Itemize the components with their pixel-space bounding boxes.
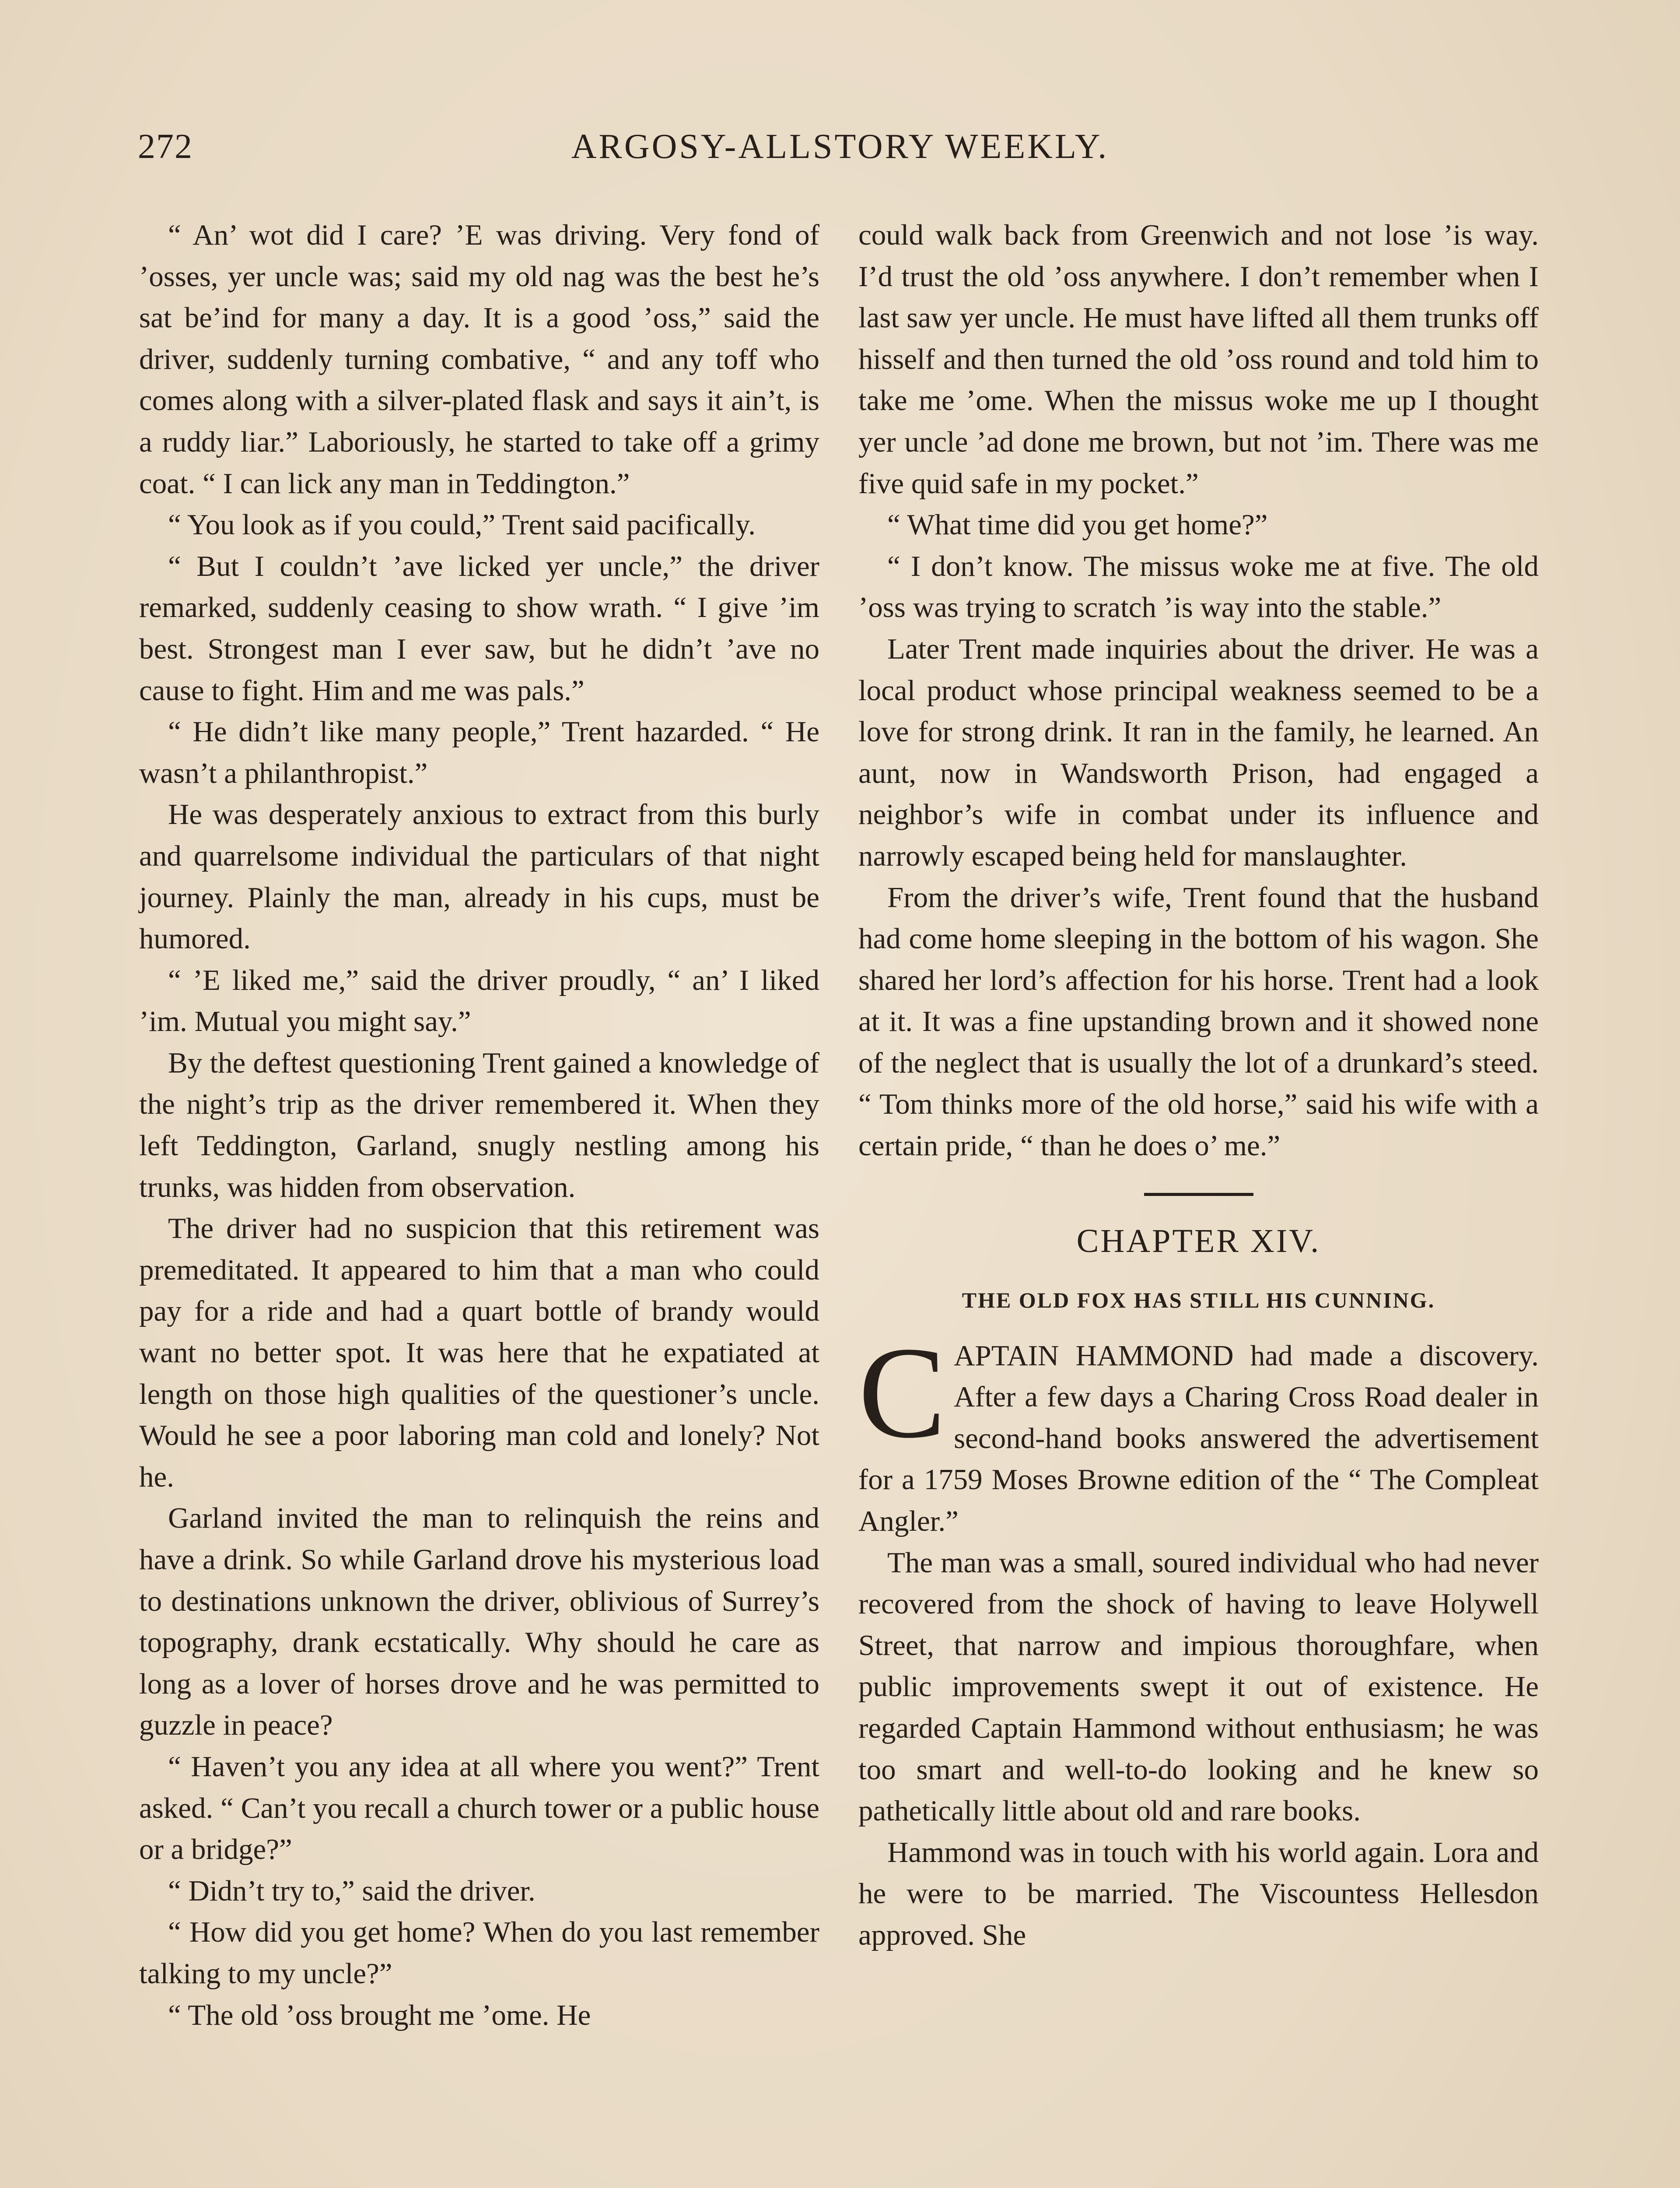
paragraph: Hammond was in touch with his world again. Lora and he were to be married. The Viscountess Hellesdon approved. She xyxy=(858,1836,1539,1951)
paragraph: From the driver’s wife, Trent found that the husband had come home sleeping in the bottom of his wagon. She shared her lord’s affection for his horse. Trent had a look at it. It was a fine upstanding brown and it showed none of the neglect that is usually the lot of a drunkard’s steed. “ Tom thinks more of the old horse,” said his wife with a certain pride, “ than he does o’ me.” xyxy=(858,881,1539,1162)
drop-cap: C xyxy=(858,1319,946,1465)
page-header xyxy=(138,127,1542,179)
paragraph-continued: could walk back from Greenwich and not lose ’is way. I’d trust the old ’oss anywhere. I don’t remember when I last saw yer uncle. He must have lifted all them trunks off hisself and then turned the old ’oss round and told him to take me ’ome. When the missus woke me up I thought yer uncle ’ad done me brown, but not ’im. There was me five quid safe in my pocket.” xyxy=(858,219,1539,500)
chapter-subtitle: THE OLD FOX HAS STILL HIS CUNNING. xyxy=(962,1287,1435,1312)
paragraph: The driver had no suspicion that this retirement was premeditated. It appeared to him that a man who could pay for a ride and had a quart bottle of brandy would want no better spot. It was here that he expatiated at length on those high qualities of the questioner’s uncle. Would he see a poor laboring man cold and lonely? Not he. xyxy=(139,1212,819,1493)
paragraph: “ Haven’t you any idea at all where you went?” Trent asked. “ Can’t you recall a church tower or a public house or a bridge?” xyxy=(139,1750,819,1866)
paragraph: By the deftest questioning Trent gained a knowledge of the night’s trip as the driver remembered it. When they left Teddington, Garland, snugly nestling among his trunks, was hidden from observation. xyxy=(139,1046,819,1203)
paragraph: “ But I couldn’t ’ave licked yer uncle,” the driver remarked, suddenly ceasing to show wrath. “ I give ’im best. Strongest man I ever saw, but he didn’t ’ave no cause to fight. Him and me was pals.” xyxy=(139,550,819,707)
running-head: ARGOSY-ALLSTORY WEEKLY. xyxy=(571,127,1109,166)
paragraph: “ How did you get home? When do you last remember talking to my uncle?” xyxy=(139,1916,819,1990)
paragraph: “ You look as if you could,” Trent said pacifically. xyxy=(168,508,756,541)
paragraph: “ He didn’t like many people,” Trent hazarded. “ He wasn’t a philanthropist.” xyxy=(139,715,819,789)
paragraph: “ What time did you get home?” xyxy=(887,508,1268,541)
page-number: 272 xyxy=(138,127,193,166)
paragraph: “ ’E liked me,” said the driver proudly, “ an’ I liked ’im. Mutual you might say.” xyxy=(139,964,819,1038)
paragraph: The man was a small, soured individual who had never recovered from the shock of having to leave Holywell Street, that narrow and impious thoroughfare, when public improvements swept it out of existence. He regarded Captain Hammond without enthusiasm; he was too smart and well-to-do looking and he knew so pathetically little about old and rare books. xyxy=(858,1546,1539,1827)
chapter-title: CHAPTER XIV. xyxy=(1076,1222,1321,1259)
paragraph: “ An’ wot did I care? ’E was driving. Very fond of ’osses, yer uncle was; said my old nag was the best he’s sat be’ind for many a day. It is a good ’oss,” said the driver, suddenly turning combative, “ and any toff who comes along with a silver-plated flask and says it ain’t, is a ruddy liar.” Laboriously, he started to take off a grimy coat. “ I can lick any man in Teddington.” xyxy=(139,219,819,500)
paragraph: “ The old ’oss brought me ’ome. He xyxy=(168,1999,591,2031)
section-divider xyxy=(1144,1193,1253,1196)
chapter-opening-paragraph xyxy=(858,1319,1539,1542)
left-column xyxy=(139,214,819,2036)
paragraph: Garland invited the man to relinquish the reins and have a drink. So while Garland drove his mysterious load to destinations unknown the driver, oblivious of Surrey’s topography, drank ecstatically. Why should he care as long as a lover of horses drove and he was permitted to guzzle in peace? xyxy=(139,1502,819,1742)
paragraph: “ Didn’t try to,” said the driver. xyxy=(168,1874,536,1907)
paragraph: “ I don’t know. The missus woke me at five. The old ’oss was trying to scratch ’is way into the stable.” xyxy=(858,550,1539,624)
right-column xyxy=(858,214,1539,1956)
chapter-opening-text: APTAIN HAMMOND had made a discovery. After a few days a Charing Cross Road dealer in second-hand books answered the advertisement for a 1759 Moses Browne edition of the “ The Compleat Angler.” xyxy=(858,1339,1539,1538)
paragraph: He was desperately anxious to extract from this burly and quarrelsome individual the particulars of that night journey. Plainly the man, already in his cups, must be humored. xyxy=(139,798,819,955)
paragraph: Later Trent made inquiries about the driver. He was a local product whose principal weakness seemed to be a love for strong drink. It ran in the family, he learned. An aunt, now in Wandsworth Prison, had engaged a neighbor’s wife in combat under its influence and narrowly escaped being held for manslaughter. xyxy=(858,632,1539,872)
